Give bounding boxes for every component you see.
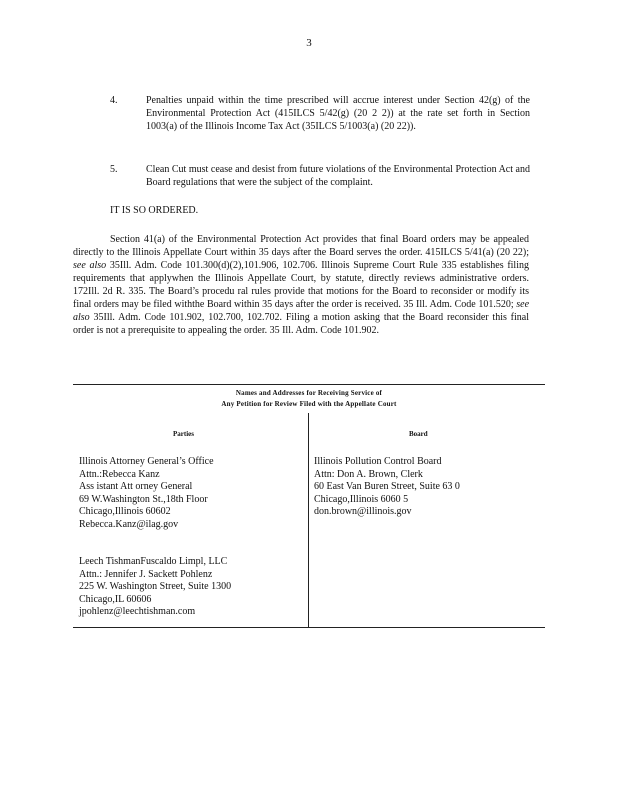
notice-text-2: 35Ill. Adm. Code 101.300(d)(2),101.906, 102.706. Illinois Supreme Court Rule 335 establishes filing requirements that applywhen the Illinois Appellate Court, by statute, directly reviews administrative orders. 172Ill. 2d R. 335. The Board’s procedu ral rules provide that motions for the Board to reconsider or modify its final orders may be filed withthe Board within 35 days after the order is received. 35 Ill. Adm. Code 101.520; <box>73 260 529 310</box>
table-bottom-rule <box>73 627 545 628</box>
appeal-notice-paragraph <box>73 233 529 337</box>
see-also-italic: see also <box>73 299 530 323</box>
item-text: Clean Cut must cease and desist from future violations of the Environmental Protection Act and Board regulations that were the subject of the complaint. <box>146 164 530 188</box>
heading-line-1: Names and Addresses for Receiving Service of <box>235 389 383 397</box>
address-line: Illinois Attorney General’s Office <box>79 456 214 467</box>
so-ordered-statement: IT IS SO ORDERED. <box>110 205 199 216</box>
item-text: Penalties unpaid within the time prescribed will accrue interest under Section 42(g) of the Environmental Protection Act (415ILCS 5/42(g) (20 2 2)) at the rate set forth in Section 1003(a) of the Illinois Income Tax Act (35ILCS 5/1003(a) (20 22)). <box>146 95 530 132</box>
column-divider <box>308 413 309 627</box>
address-line: 69 W.Washington St.,18th Floor <box>79 493 208 505</box>
address-line: Chicago,IL 60606 <box>79 593 152 605</box>
service-table-heading <box>73 388 545 410</box>
heading-line-2: Any Petition for Review Filed with the Appellate Court <box>221 400 397 408</box>
parties-column-header: Parties <box>173 430 194 438</box>
address-line: Ass istant Att orney General <box>79 481 193 492</box>
page-number: 3 <box>306 37 312 49</box>
item-number: 5. <box>110 164 118 175</box>
email-address: don.brown@illinois.gov <box>314 506 412 517</box>
attorney-general-address <box>79 456 214 531</box>
address-line: Chicago,Illinois 6060 5 <box>314 493 409 505</box>
see-also-italic: see also <box>73 260 107 271</box>
notice-text-3: 35Ill. Adm. Code 101.902, 102.700, 102.702. Filing a motion asking that the Board reconsider this final order is not a prerequisite to appealing the order. 35 Ill. Adm. Code 101.902. <box>73 312 530 336</box>
address-line: Leech TishmanFuscaldo Limpl, LLC <box>79 556 228 567</box>
address-line: Attn.:Rebecca Kanz <box>79 468 160 480</box>
item-number: 4. <box>110 95 118 106</box>
address-line: Chicago,Illinois 60602 <box>79 506 171 517</box>
address-line: 225 W. Washington Street, Suite 1300 <box>79 581 232 592</box>
table-top-rule <box>73 384 545 385</box>
address-line: Attn: Don A. Brown, Clerk <box>314 468 423 480</box>
address-line: Illinois Pollution Control Board <box>314 456 442 467</box>
leech-tishman-address <box>79 556 231 619</box>
email-address: Rebecca.Kanz@ilag.gov <box>79 518 179 530</box>
address-line: 60 East Van Buren Street, Suite 63 0 <box>314 481 460 492</box>
address-line: Attn.: Jennifer J. Sackett Pohlenz <box>79 568 213 580</box>
email-address: jpohlenz@leechtishman.com <box>79 606 196 617</box>
notice-text-1: Section 41(a) of the Environmental Protection Act provides that final Board orders may be appealed directly to the Illinois Appellate Court within 35 days after the Board serves the order. 415ILCS 5/41(a) (20 22); <box>73 234 529 258</box>
pollution-control-board-address <box>314 456 460 519</box>
board-column-header: Board <box>409 430 428 438</box>
